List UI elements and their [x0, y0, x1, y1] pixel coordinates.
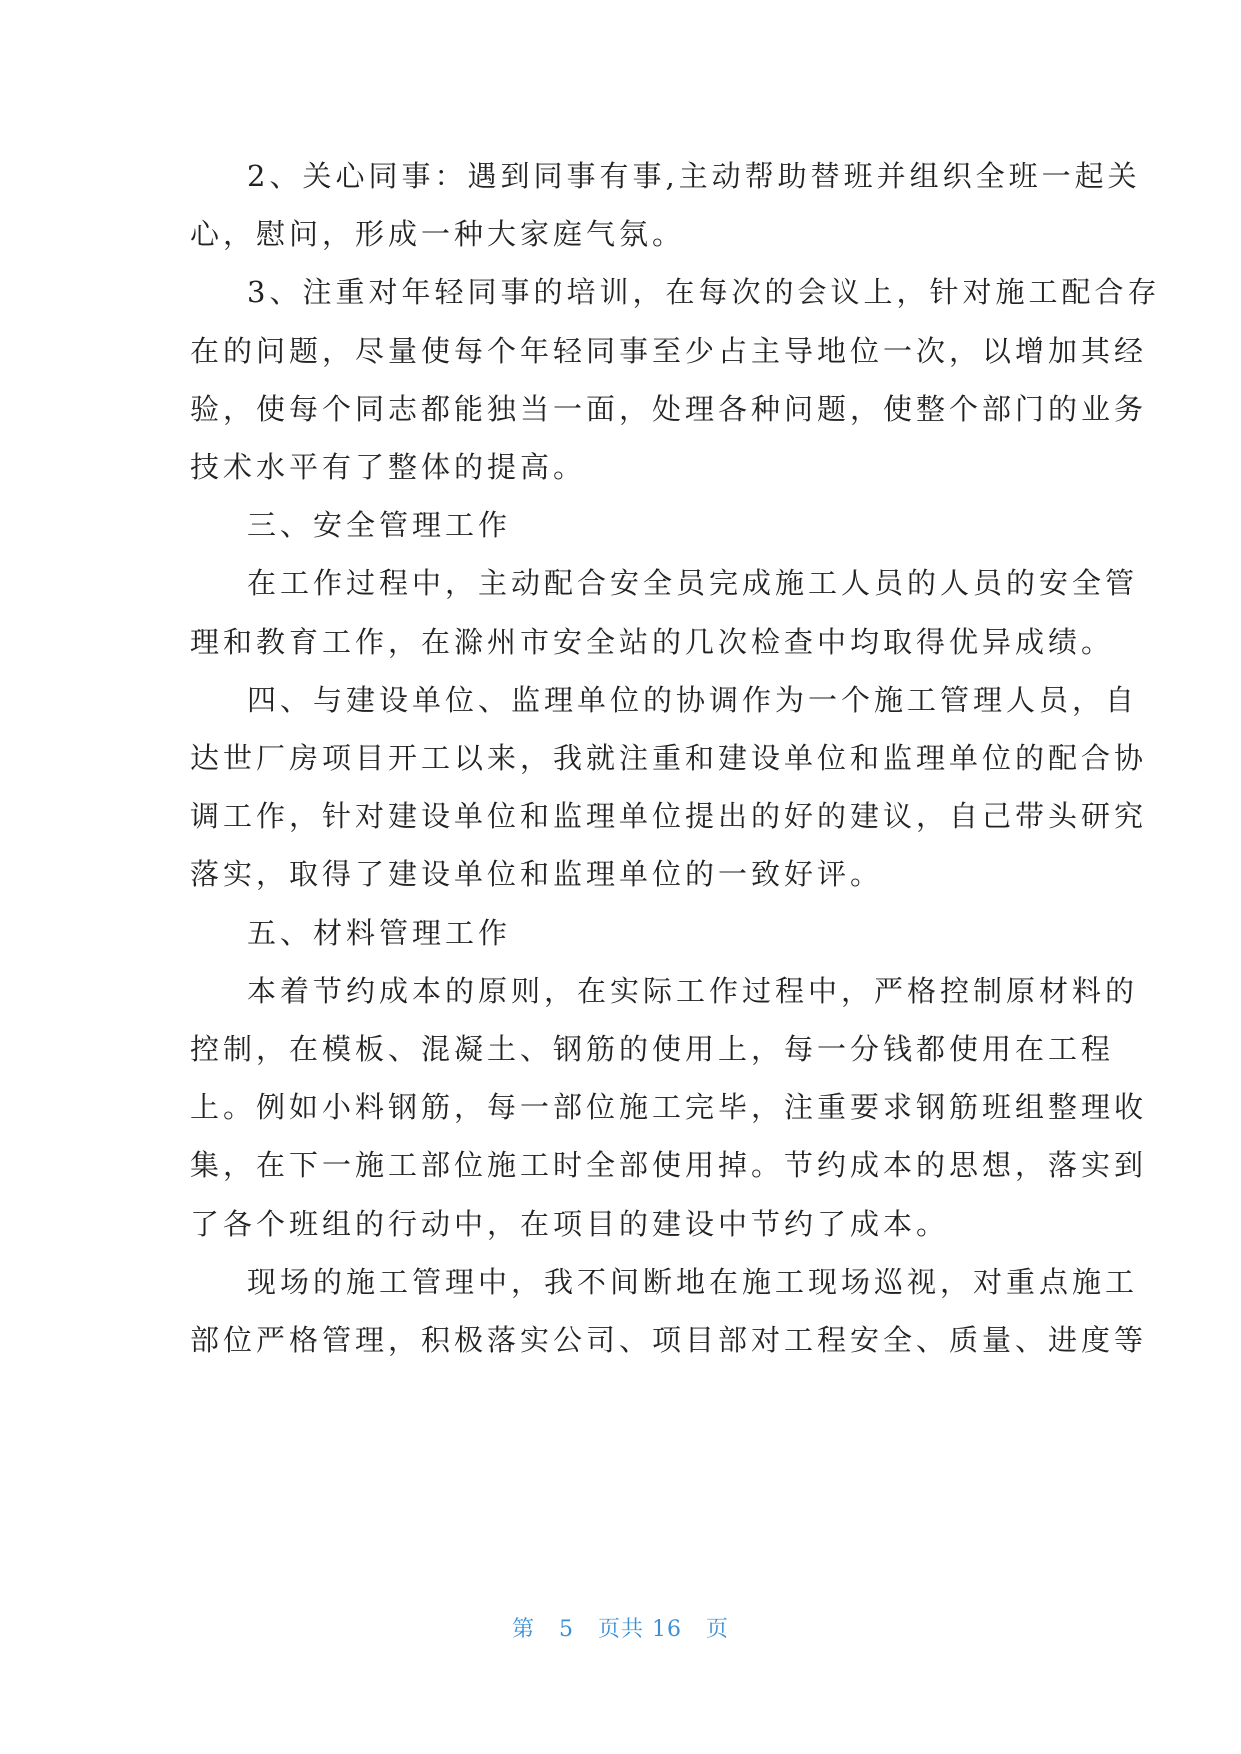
footer-suffix: 页 [705, 1617, 729, 1642]
body-line-17: 上。例如小料钢筋，每一部位施工完毕，注重要求钢筋班组整理收 [190, 1090, 1148, 1125]
body-line-4: 在的问题，尽量使每个年轻同事至少占主导地位一次，以增加其经 [190, 333, 1148, 368]
body-line-8: 在工作过程中，主动配合安全员完成施工人员的人员的安全管 [247, 566, 1139, 601]
footer-current-page: 5 [559, 1617, 574, 1642]
body-line-13: 落实，取得了建设单位和监理单位的一致好评。 [190, 857, 884, 892]
body-line-19: 了各个班组的行动中，在项目的建设中节约了成本。 [190, 1206, 950, 1241]
body-line-6: 技术水平有了整体的提高。 [190, 450, 587, 484]
body-line-15: 本着节约成本的原则，在实际工作过程中，严格控制原材料的 [247, 973, 1139, 1008]
body-line-10: 四、与建设单位、监理单位的协调作为一个施工管理人员，自 [247, 682, 1139, 717]
footer-total-pages: 16 [652, 1617, 682, 1642]
body-line-3: 3、注重对年轻同事的培训，在每次的会议上，针对施工配合存 [247, 275, 1161, 310]
body-line-11: 达世厂房项目开工以来，我就注重和建设单位和监理单位的配合协 [190, 741, 1148, 775]
section-heading-materials: 五、材料管理工作 [247, 915, 512, 950]
body-line-20: 现场的施工管理中，我不间断地在施工现场巡视，对重点施工 [247, 1264, 1139, 1299]
body-line-16: 控制，在模板、混凝土、钢筋的使用上，每一分钱都使用在工程 [190, 1032, 1115, 1066]
body-line-1: 2、关心同事：遇到同事有事,主动帮助替班并组织全班一起关 [247, 159, 1141, 193]
body-line-5: 验，使每个同志都能独当一面，处理各种问题，使整个部门的业务 [190, 391, 1148, 426]
body-line-2: 心，慰问，形成一种大家庭气氛。 [190, 217, 686, 252]
body-line-12: 调工作，针对建设单位和监理单位提出的好的建议，自己带头研究 [190, 799, 1148, 834]
body-line-18: 集，在下一施工部位施工时全部使用掉。节约成本的思想，落实到 [190, 1148, 1148, 1183]
footer-prefix: 第 [512, 1617, 536, 1642]
body-line-21: 部位严格管理，积极落实公司、项目部对工程安全、质量、进度等 [190, 1323, 1148, 1357]
section-heading-safety: 三、安全管理工作 [247, 508, 512, 543]
footer-middle: 页共 [597, 1617, 644, 1642]
page-footer [0, 1612, 1241, 1643]
body-line-9: 理和教育工作，在滁州市安全站的几次检查中均取得优异成绩。 [190, 624, 1115, 659]
